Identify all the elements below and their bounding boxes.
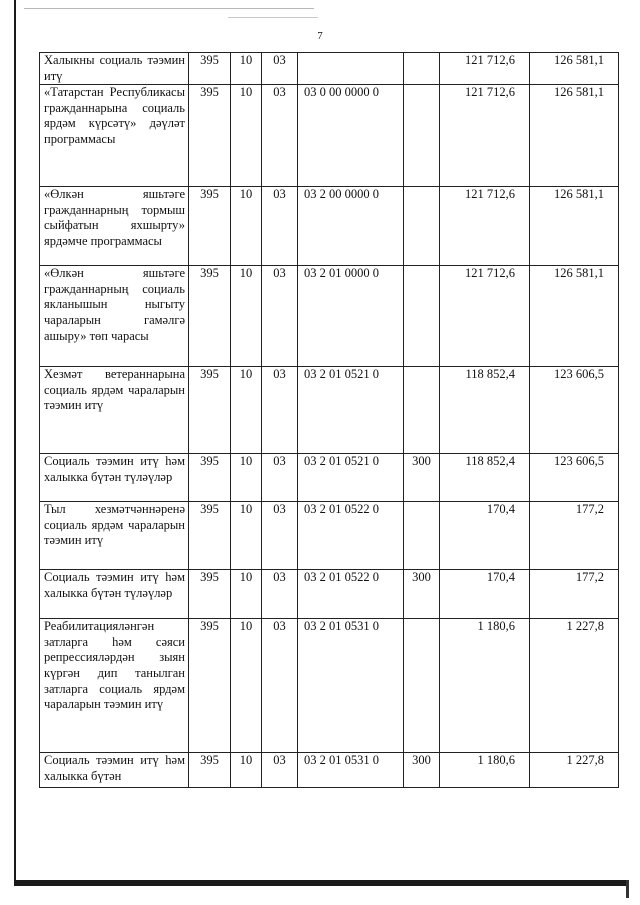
row-section-code: 10 (231, 454, 262, 502)
row-subsection-code: 03 (262, 367, 298, 454)
row-amount-year1: 1 180,6 (440, 753, 530, 788)
table-row (40, 753, 619, 788)
row-amount-year2: 123 606,5 (530, 454, 619, 502)
row-section-code: 10 (231, 187, 262, 266)
row-subsection-code: 03 (262, 266, 298, 367)
row-section-code: 10 (231, 85, 262, 187)
row-name: Социаль тәэмин итү һәм халыкка бүтән (40, 753, 189, 788)
row-name: Реабилитацияләнгән затларга һәм сәяси репрессияләрдән зыян күргән дип танылган затларга социаль ярдәм чараларын тәэмин итү (40, 619, 189, 753)
row-section-code: 10 (231, 619, 262, 753)
row-subsection-code: 03 (262, 619, 298, 753)
page-number: 7 (317, 30, 323, 42)
row-expense-type: 300 (404, 753, 440, 788)
scan-edge-left (14, 0, 16, 880)
row-target-article: 03 2 01 0521 0 (298, 367, 404, 454)
table-row (40, 570, 619, 619)
row-amount-year2: 126 581,1 (530, 187, 619, 266)
row-section-code: 10 (231, 502, 262, 570)
row-amount-year2: 123 606,5 (530, 367, 619, 454)
row-amount-year2: 1 227,8 (530, 619, 619, 753)
row-ved-code: 395 (189, 53, 231, 85)
row-name: «Өлкән яшьтәге гражданнарның социаль якланышын ныгыту чараларын гамәлгә ашыру» төп чарасы (40, 266, 189, 367)
row-expense-type (404, 53, 440, 85)
row-amount-year2: 1 227,8 (530, 753, 619, 788)
row-name: Хезмәт ветераннарына социаль ярдәм чараларын тәэмин итү (40, 367, 189, 454)
table-row (40, 187, 619, 266)
row-ved-code: 395 (189, 619, 231, 753)
row-amount-year2: 177,2 (530, 502, 619, 570)
row-amount-year1: 170,4 (440, 502, 530, 570)
row-amount-year2: 126 581,1 (530, 53, 619, 85)
row-amount-year2: 126 581,1 (530, 266, 619, 367)
row-name: «Татарстан Республикасы гражданнарына социаль ярдәм күрсәтү» дәүләт программасы (40, 85, 189, 187)
row-expense-type (404, 367, 440, 454)
row-expense-type (404, 266, 440, 367)
row-section-code: 10 (231, 753, 262, 788)
row-subsection-code: 03 (262, 502, 298, 570)
row-target-article: 03 0 00 0000 0 (298, 85, 404, 187)
row-expense-type (404, 502, 440, 570)
row-ved-code: 395 (189, 454, 231, 502)
scan-edge-corner (626, 880, 629, 898)
scan-artifact-top (24, 8, 314, 9)
row-amount-year1: 121 712,6 (440, 53, 530, 85)
row-amount-year2: 177,2 (530, 570, 619, 619)
row-amount-year1: 118 852,4 (440, 454, 530, 502)
row-ved-code: 395 (189, 502, 231, 570)
row-subsection-code: 03 (262, 753, 298, 788)
row-ved-code: 395 (189, 367, 231, 454)
row-amount-year2: 126 581,1 (530, 85, 619, 187)
row-target-article: 03 2 01 0531 0 (298, 619, 404, 753)
row-ved-code: 395 (189, 187, 231, 266)
row-subsection-code: 03 (262, 187, 298, 266)
row-target-article (298, 53, 404, 85)
row-amount-year1: 1 180,6 (440, 619, 530, 753)
row-section-code: 10 (231, 53, 262, 85)
row-amount-year1: 170,4 (440, 570, 530, 619)
row-section-code: 10 (231, 570, 262, 619)
row-expense-type (404, 85, 440, 187)
row-expense-type: 300 (404, 454, 440, 502)
row-target-article: 03 2 01 0522 0 (298, 502, 404, 570)
row-section-code: 10 (231, 266, 262, 367)
row-expense-type (404, 619, 440, 753)
row-name: Социаль тәэмин итү һәм халыкка бүтән түләүләр (40, 454, 189, 502)
row-name: Халыкны социаль тәэмин итү (40, 53, 189, 85)
row-section-code: 10 (231, 367, 262, 454)
scan-edge-bottom (14, 880, 627, 886)
table-row (40, 619, 619, 753)
table-row (40, 85, 619, 187)
table-body (40, 53, 619, 788)
table-row (40, 266, 619, 367)
row-ved-code: 395 (189, 753, 231, 788)
row-ved-code: 395 (189, 570, 231, 619)
row-subsection-code: 03 (262, 53, 298, 85)
row-ved-code: 395 (189, 266, 231, 367)
table-row (40, 454, 619, 502)
row-target-article: 03 2 01 0521 0 (298, 454, 404, 502)
row-subsection-code: 03 (262, 85, 298, 187)
row-name: «Өлкән яшьтәге гражданнарның тормыш сыйфатын яхшырту» ярдәмче программасы (40, 187, 189, 266)
row-amount-year1: 121 712,6 (440, 187, 530, 266)
table-row (40, 367, 619, 454)
row-name: Тыл хезмәтчәннәренә социаль ярдәм чараларын тәэмин итү (40, 502, 189, 570)
row-amount-year1: 121 712,6 (440, 85, 530, 187)
row-target-article: 03 2 01 0000 0 (298, 266, 404, 367)
row-name: Социаль тәэмин итү һәм халыкка бүтән түләүләр (40, 570, 189, 619)
row-expense-type (404, 187, 440, 266)
row-amount-year1: 121 712,6 (440, 266, 530, 367)
row-amount-year1: 118 852,4 (440, 367, 530, 454)
table-row (40, 502, 619, 570)
row-ved-code: 395 (189, 85, 231, 187)
row-target-article: 03 2 01 0522 0 (298, 570, 404, 619)
table-row (40, 53, 619, 85)
scan-artifact-top-short (228, 17, 318, 18)
row-target-article: 03 2 00 0000 0 (298, 187, 404, 266)
row-subsection-code: 03 (262, 570, 298, 619)
row-expense-type: 300 (404, 570, 440, 619)
row-target-article: 03 2 01 0531 0 (298, 753, 404, 788)
row-subsection-code: 03 (262, 454, 298, 502)
budget-table (39, 52, 619, 788)
